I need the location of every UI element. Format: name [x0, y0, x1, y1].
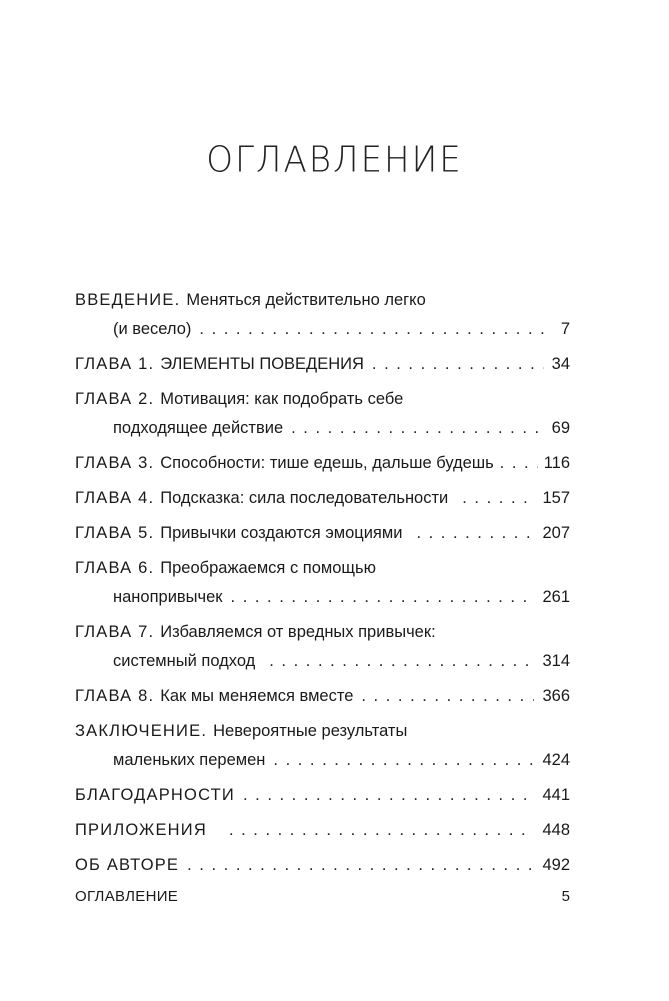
toc-entry-acknowledgements[interactable]	[75, 781, 570, 810]
toc-entry-page: 34	[551, 355, 570, 373]
toc-entry-title-cont: (и весело)	[113, 320, 192, 338]
toc-entry-about-author[interactable]	[75, 851, 570, 880]
toc-entry-chapter-6[interactable]	[75, 554, 570, 612]
toc-entry-label: ГЛАВА 5.	[75, 524, 155, 542]
dot-leader	[231, 583, 535, 612]
toc-entry-title: Мотивация: как подобрать себе	[160, 390, 404, 408]
toc-entry-title: Привычки создаются эмоциями	[160, 524, 403, 542]
toc-entry-page: 7	[560, 320, 570, 338]
toc-entry-page: 448	[542, 821, 570, 839]
toc-entry-page: 366	[542, 687, 570, 705]
toc-entry-title: Способности: тише едешь, дальше будешь	[160, 454, 494, 472]
toc-entry-label: ГЛАВА 7.	[75, 623, 155, 641]
toc-entry-label: ГЛАВА 8.	[75, 687, 155, 705]
running-footer-section: ОГЛАВЛЕНИЕ	[75, 888, 179, 905]
toc-entry-title: Меняться действительно легко	[186, 291, 426, 309]
toc-entry-chapter-4[interactable]	[75, 484, 570, 513]
toc-entry-label: ЗАКЛЮЧЕНИЕ.	[75, 722, 208, 740]
toc-entry-title-cont: маленьких перемен	[113, 751, 266, 769]
dot-leader	[291, 414, 544, 443]
toc-entry-page: 441	[542, 786, 570, 804]
toc-entry-label: ГЛАВА 2.	[75, 390, 155, 408]
toc-entry-title: Преображаемся с помощью	[160, 559, 376, 577]
dot-leader	[416, 519, 534, 548]
toc-entry-page: 116	[543, 454, 570, 472]
toc-entry-title: Как мы меняемся вместе	[160, 687, 354, 705]
dot-leader	[187, 851, 534, 880]
toc-entry-page: 314	[542, 652, 570, 670]
dot-leader	[273, 746, 534, 775]
toc-entry-label: БЛАГОДАРНОСТИ	[75, 786, 235, 804]
toc-entry-title: Избавляемся от вредных привычек:	[160, 623, 436, 641]
toc-entry-chapter-5[interactable]	[75, 519, 570, 548]
toc-entry-chapter-7[interactable]	[75, 618, 570, 676]
toc-entry-label: ВВЕДЕНИЕ.	[75, 291, 181, 309]
toc-entry-title: ЭЛЕМЕНТЫ ПОВЕДЕНИЯ	[160, 355, 364, 373]
toc-entry-introduction[interactable]	[75, 286, 570, 344]
toc-entry-title: Подсказка: сила последовательности	[160, 489, 449, 507]
dot-leader	[243, 781, 534, 810]
toc-entry-label: ГЛАВА 3.	[75, 454, 155, 472]
toc-entry-chapter-8[interactable]	[75, 682, 570, 711]
toc-entry-page: 424	[542, 751, 570, 769]
toc-entry-title: Невероятные результаты	[213, 722, 408, 740]
toc-entry-page: 492	[542, 856, 570, 874]
toc-entry-appendices[interactable]	[75, 816, 570, 845]
toc-entry-label: ГЛАВА 4.	[75, 489, 155, 507]
toc-entry-label: ГЛАВА 1.	[75, 355, 155, 373]
dot-leader	[361, 682, 534, 711]
dot-leader	[462, 484, 534, 513]
toc-entry-label: ПРИЛОЖЕНИЯ	[75, 821, 207, 839]
page-number: 5	[561, 888, 570, 905]
page-title: ОГЛАВЛЕНИЕ	[206, 139, 463, 181]
toc-entry-title-cont: системный подход	[113, 652, 256, 670]
dot-leader	[269, 647, 534, 676]
dot-leader	[199, 315, 552, 344]
toc-entry-conclusion[interactable]	[75, 717, 570, 775]
toc-entry-label: ОБ АВТОРЕ	[75, 856, 180, 874]
toc-entry-page: 261	[542, 588, 570, 606]
toc-entry-page: 207	[542, 524, 570, 542]
toc-entry-label: ГЛАВА 6.	[75, 559, 155, 577]
toc-entry-title-cont: нанопривычек	[113, 588, 223, 606]
table-of-contents	[75, 286, 570, 886]
toc-entry-title-cont: подходящее действие	[113, 419, 284, 437]
dot-leader	[229, 816, 535, 845]
toc-entry-chapter-3[interactable]	[75, 449, 570, 478]
dot-leader	[500, 449, 538, 478]
toc-entry-chapter-2[interactable]	[75, 385, 570, 443]
toc-entry-page: 157	[542, 489, 570, 507]
toc-entry-page: 69	[551, 419, 570, 437]
toc-entry-chapter-1[interactable]	[75, 350, 570, 379]
dot-leader	[372, 350, 544, 379]
